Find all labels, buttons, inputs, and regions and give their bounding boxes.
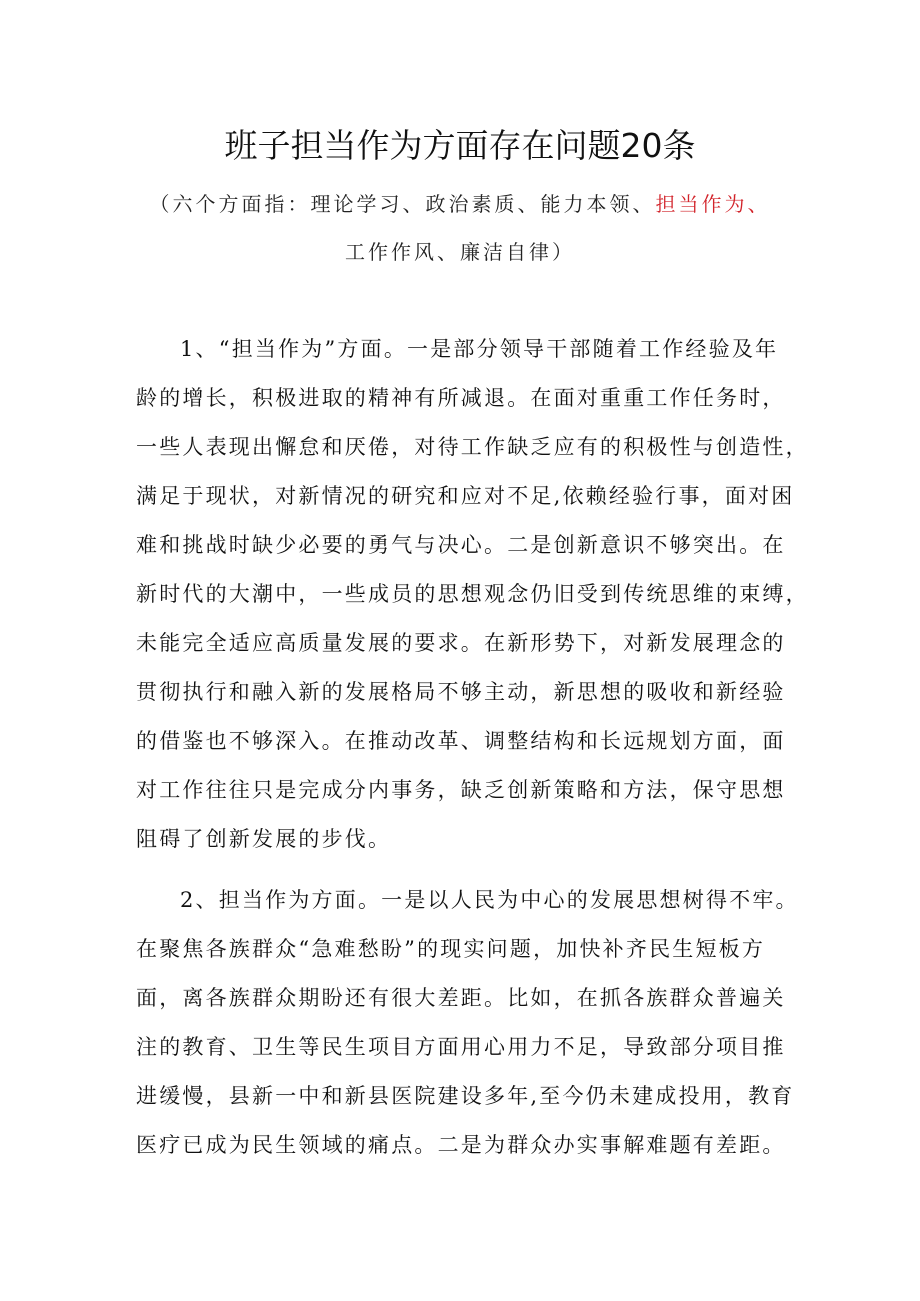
paragraph-line: 在聚焦各族群众“急难愁盼”的现实问题，加快补齐民生短板方 xyxy=(136,937,766,961)
paragraph-line: 注的教育、卫生等民生项目方面用心用力不足，导致部分项目推 xyxy=(136,1035,786,1059)
paragraph-line: 难和挑战时缺少必要的勇气与决心。二是创新意识不够突出。在 xyxy=(136,533,786,557)
paragraph-line: 阻碍了创新发展的步伐。 xyxy=(136,827,392,851)
subtitle-line-1 xyxy=(0,188,920,217)
subtitle-highlight: 担当作为、 xyxy=(655,192,771,216)
paragraph-line: 新时代的大潮中，一些成员的思想观念仍旧受到传统思维的束缚， xyxy=(136,582,809,606)
paragraph-line: 一些人表现出懈怠和厌倦，对待工作缺乏应有的积极性与创造性， xyxy=(136,435,809,459)
paragraph-line: 满足于现状，对新情况的研究和应对不足,依赖经验行事，面对困 xyxy=(136,484,795,508)
paragraph-line: 面，离各族群众期盼还有很大差距。比如，在抓各族群众普遍关 xyxy=(136,986,786,1010)
paragraph-line: 对工作往往只是完成分内事务，缺乏创新策略和方法，保守思想 xyxy=(136,778,786,802)
paragraph-2 xyxy=(136,876,799,1170)
subtitle-line-2: 工作作风、廉洁自律） xyxy=(345,240,575,264)
paragraph-line: 未能完全适应高质量发展的要求。在新形势下，对新发展理念的 xyxy=(136,631,786,655)
paragraph-line: 贯彻执行和融入新的发展格局不够主动，新思想的吸收和新经验 xyxy=(136,680,786,704)
paragraph-line: 1、“担当作为”方面。一是部分领导干部随着工作经验及年 xyxy=(180,337,779,361)
paragraph-line: 龄的增长，积极进取的精神有所减退。在面对重重工作任务时， xyxy=(136,386,786,410)
paragraph-line: 2、担当作为方面。一是以人民为中心的发展思想树得不牢。 xyxy=(180,888,799,912)
document-title: 班子担当作为方面存在问题20条 xyxy=(224,126,696,165)
paragraph-line: 医疗已成为民生领域的痛点。二是为群众办实事解难题有差距。 xyxy=(136,1133,786,1157)
paragraph-line: 的借鉴也不够深入。在推动改革、调整结构和长远规划方面，面 xyxy=(136,729,786,753)
subtitle-text: （六个方面指：理论学习、政治素质、能力本领、 xyxy=(149,192,656,216)
paragraph-1 xyxy=(136,325,809,864)
paragraph-line: 进缓慢，县新一中和新县医院建设多年,至今仍未建成投用，教育 xyxy=(136,1084,795,1108)
